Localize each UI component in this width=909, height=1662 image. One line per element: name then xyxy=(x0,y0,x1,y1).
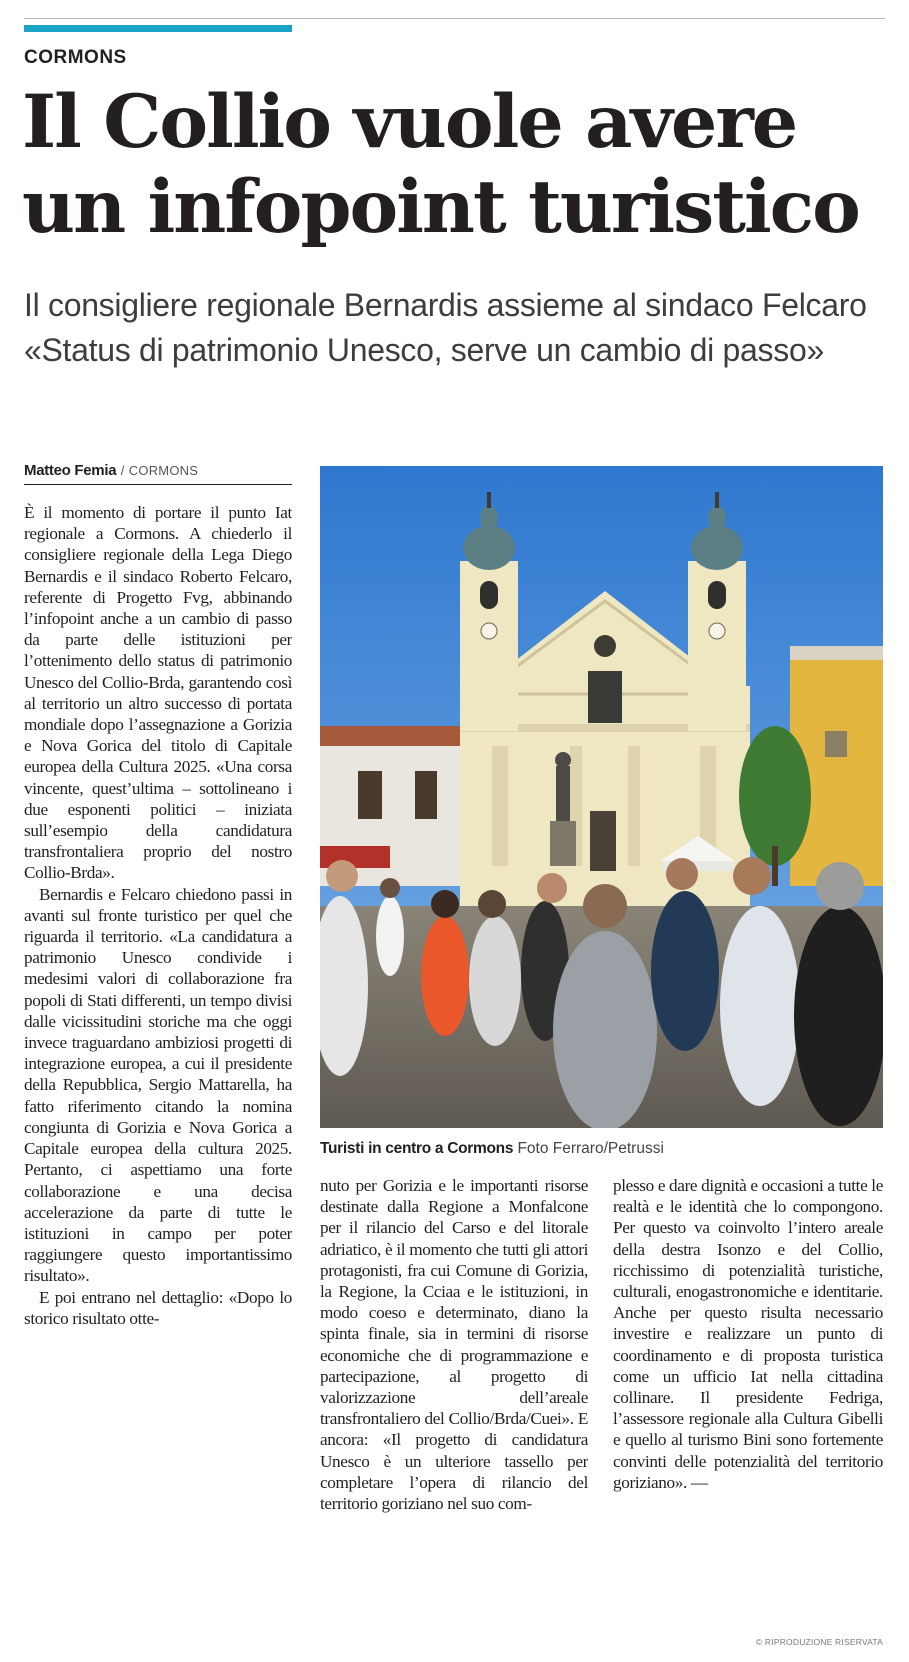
byline-author: Matteo Femia xyxy=(24,462,117,479)
article-photo xyxy=(320,466,883,1128)
article-paragraph: plesso e dare dignità e occasioni a tutte le realtà e le identità che lo compongono. Per questo va coinvolto l’intero areale della destra Isonzo e del Collio, ricchissimo di potenzialità turistiche, culturali, enogastronomiche e identitarie. Anche per questo risulta necessario investire e realizzare un punto di coordinamento e di proposta turistica come un ufficio Iat nella cittadina collinare. Il presidente Fedriga, l’assessore regionale alla Cultura Gibelli e quello al turismo Bini sono fortemente convinti delle potenzialità del territorio goriziano». — xyxy=(613,1176,883,1492)
church-square-illustration xyxy=(320,466,883,1128)
photo-credit: Foto Ferraro/Petrussi xyxy=(517,1140,664,1157)
byline-separator: / xyxy=(120,463,125,478)
article-paragraph: Bernardis e Felcaro chiedono passi in avanti sul fronte turistico per quel che riguarda il territorio. «La candidatura a patrimonio Unesco condivide i medesimi valori di collaborazione fra popoli di Stati differenti, un tempo divisi dalle vicissitudini storiche ma che oggi invece traguardano ambiziosi progetti di integrazione europea, a cui il presidente della Repubblica, Sergio Mattarella, ha fatto riferimento citando la nomina congiunta di Gorizia e Nova Gorica a Capitale europea della cultura 2025. Pertanto, ci aspettiamo una forte collaborazione e una decisa accelerazione da parte di tutte le istituzioni in campo per poter raggiungere questo importantissimo risultato». xyxy=(24,884,292,1286)
byline-place: CORMONS xyxy=(128,463,199,478)
headline: Il Collio vuole avere un infopoint turistico xyxy=(22,79,859,250)
article-paragraph: E poi entrano nel dettaglio: «Dopo lo storico risultato otte- xyxy=(24,1287,292,1328)
article-paragraph: È il momento di portare il punto Iat regionale a Cormons. A chiederlo il consigliere regionale della Lega Diego Bernardis e il sindaco Roberto Felcaro, referente di Progetto Fvg, abbinando l’infopoint anche a un cambio di passo da parte delle istituzioni per l’ottenimento dello status di patrimonio Unesco del Collio-Brda, garantendo così al territorio un altro successo di portata mondiale dopo l’assegnazione a Gorizia e Nova Gorica del titolo di Capitale europea della Cultura 2025. «Una corsa vincente, quest’ultima – sottolineano i due esponenti politici – iniziata sull’esempio della candidatura transfrontaliera proprio del nostro Collio-Brda». xyxy=(24,503,292,883)
section-accent-bar xyxy=(24,25,292,32)
deck-line-2: «Status di patrimonio Unesco, serve un cambio di passo» xyxy=(24,332,824,368)
article-column-1 xyxy=(24,502,292,1632)
top-rule xyxy=(24,18,885,19)
section-kicker: CORMONS xyxy=(24,47,127,68)
copyright-notice: © RIPRODUZIONE RISERVATA xyxy=(755,1637,883,1647)
deck xyxy=(24,283,894,373)
photo-caption xyxy=(320,1140,883,1158)
article-column-3 xyxy=(613,1175,883,1632)
byline xyxy=(24,462,292,485)
photo-caption-text: Turisti in centro a Cormons xyxy=(320,1140,514,1157)
article-paragraph: nuto per Gorizia e le importanti risorse destinate dalla Regione a Monfalcone per il rilancio del Carso e del litorale adriatico, è il momento che tutti gli attori protagonisti, fra cui Comune di Gorizia, la Regione, la Cciaa e le istituzioni, in modo coeso e determinato, diano la spinta finale, sia in termini di risorse economiche che di programmazione e partecipazione, al progetto di valorizzazione dell’areale transfrontaliero del Collio/Brda/Cuei». E ancora: «Il progetto di candidatura Unesco è un ulteriore tassello per completare l’opera di rilancio del territorio goriziano nel suo com- xyxy=(320,1176,588,1514)
deck-line-1: Il consigliere regionale Bernardis assieme al sindaco Felcaro xyxy=(24,287,867,323)
article-column-2 xyxy=(320,1175,588,1632)
